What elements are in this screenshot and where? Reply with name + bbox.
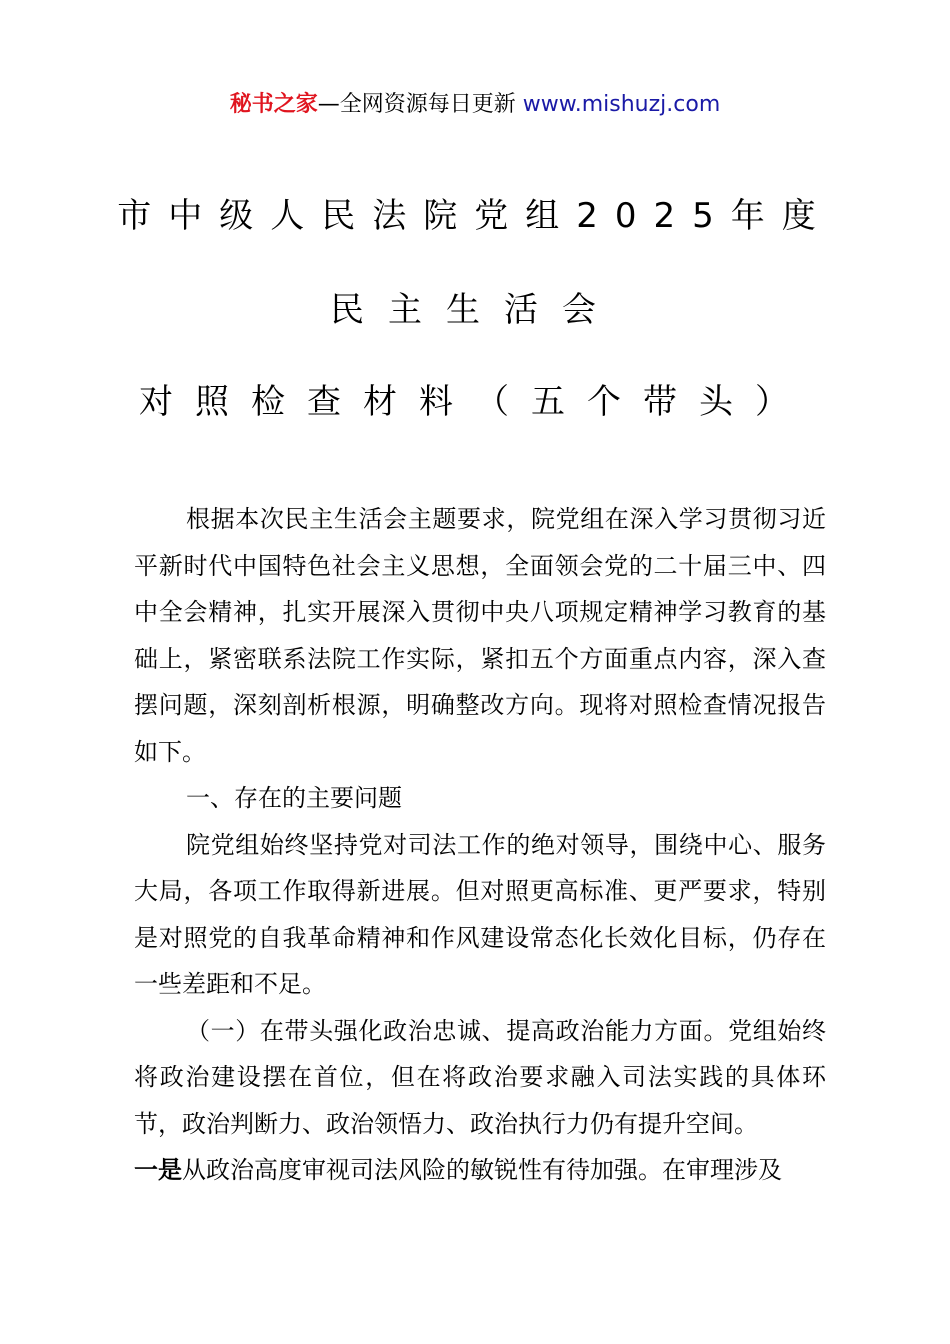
section-heading: 一、存在的主要问题	[186, 784, 402, 812]
document-title-line-2: 民主生活会	[330, 290, 620, 330]
document-body	[134, 496, 826, 1194]
document-title-line-1: 市中级人民法院党组2025年度	[117, 196, 833, 236]
paragraph-overview: 院党组始终坚持党对司法工作的绝对领导，围绕中心、服务大局，各项工作取得新进展。但对照更高标准、更严要求，特别是对照党的自我革命精神和作风建设常态化长效化目标，仍存在一些差距和不足。	[134, 830, 826, 998]
point-lead: 一是	[134, 1156, 182, 1184]
paragraph-intro: 根据本次民主生活会主题要求，院党组在深入学习贯彻习近平新时代中国特色社会主义思想，全面领会党的二十届三中、四中全会精神，扎实开展深入贯彻中央八项规定精神学习教育的基础上，紧密联系法院工作实际，紧扣五个方面重点内容，深入查摆问题，深刻剖析根源，明确整改方向。现将对照检查情况报告如下。	[134, 505, 826, 766]
point-text: 从政治高度审视司法风险的敏锐性有待加强。在审理涉及	[182, 1156, 782, 1184]
brand-name: 秘书之家	[229, 92, 318, 117]
document-title-line-3: 对照检查材料（五个带头）	[139, 382, 811, 422]
site-url-link[interactable]: www.mishuzj.com	[522, 92, 721, 117]
watermark-header	[0, 88, 950, 122]
paragraph-item-1: （一）在带头强化政治忠诚、提高政治能力方面。党组始终将政治建设摆在首位，但在将政治要求融入司法实践的具体环节，政治判断力、政治领悟力、政治执行力仍有提升空间。	[134, 1016, 826, 1138]
header-slogan: —全网资源每日更新	[317, 92, 523, 117]
paragraph-point	[134, 1147, 826, 1194]
